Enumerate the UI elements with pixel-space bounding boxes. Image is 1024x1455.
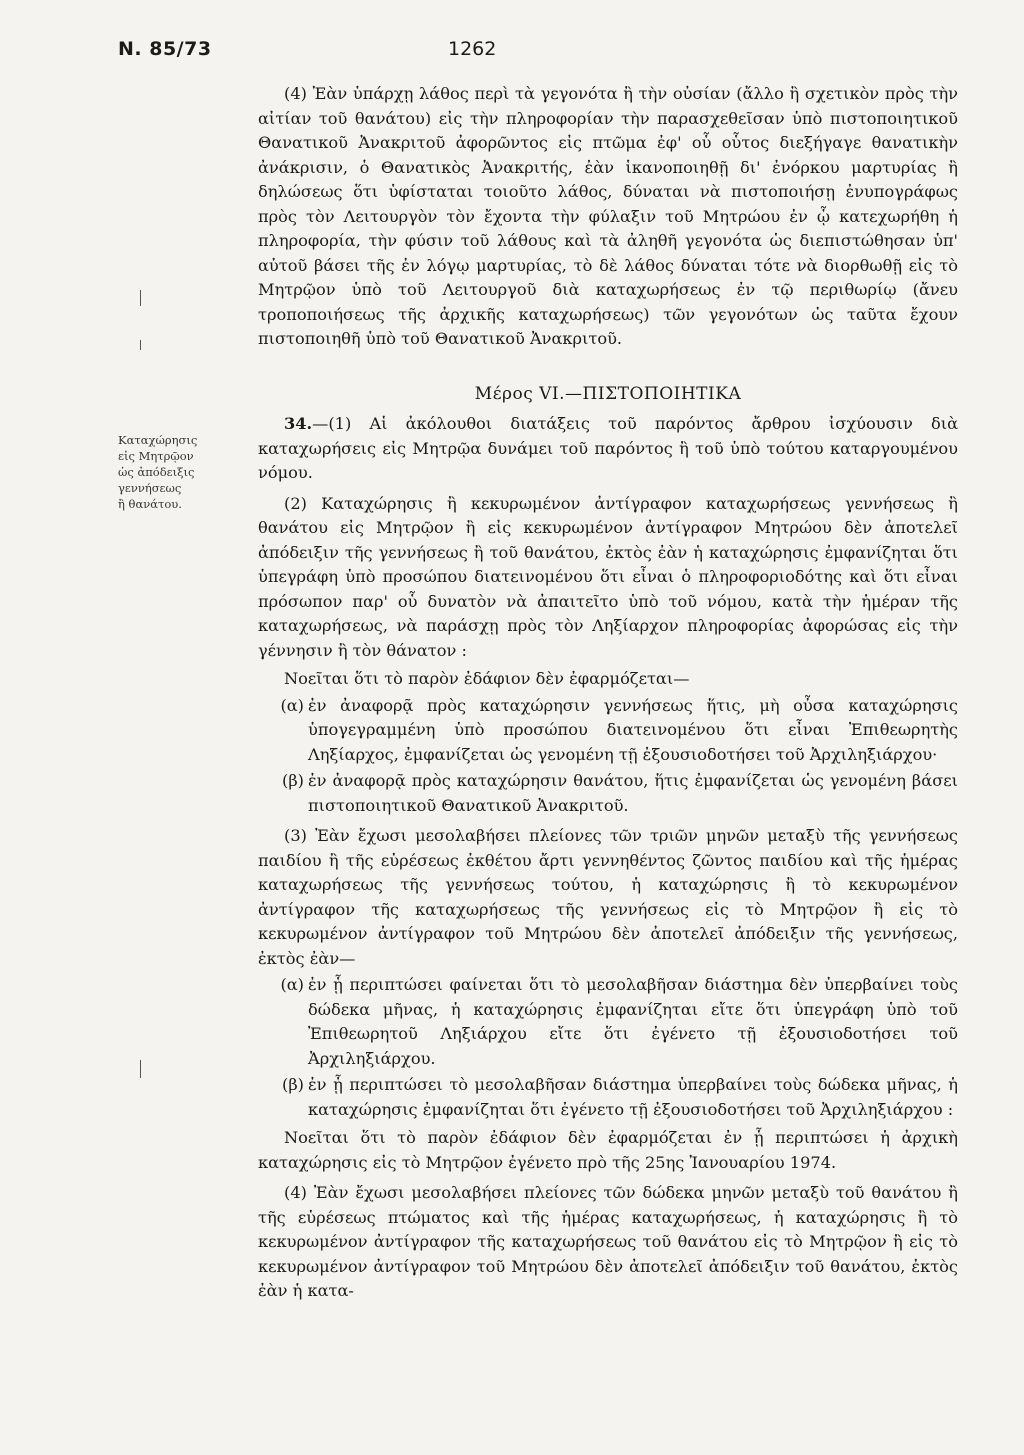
section-34-2-b — [258, 769, 958, 818]
section-number: 34. — [284, 414, 313, 433]
section-34-3-a — [258, 973, 958, 1071]
margin-note-line: Καταχώρησις — [118, 433, 198, 447]
margin-note — [118, 432, 238, 512]
part-heading: Μέρος VI.—ΠΙΣΤΟΠΟΙΗΤΙΚΑ — [474, 383, 742, 404]
item-label: (β) — [282, 771, 304, 790]
section-34-2: (2) Καταχώρησις ἢ κεκυρωμένον ἀντίγραφον καταχωρήσεως γεννήσεως ἢ θανάτου εἰς Μητρῷον ἢ εἰς κεκυρωμένον ἀντίγραφον Μητρώου δὲν ἀποτελεῖ ἀπόδειξιν τῆς γεννήσεως ἢ τοῦ θανάτου, ἐκτὸς ἐὰν ἡ καταχώρησις ἐμφανίζηται ὅτι ὑπεγράφη ὑπὸ προσώπου διατεινομένου ὅτι εἶναι ὁ πληροφοριοδότης καὶ ὅτι εἶναι πρόσωπον παρ' οὗ δυνατὸν νὰ ἀπαιτεῖτο ὑπὸ τοῦ νόμου, κατὰ τὴν ἡμέραν τῆς καταχωρήσεως, νὰ παράσχῃ πρὸς τὸν Ληξίαρχον πληροφορίας ἀφορώσας εἰς τὴν γέννησιν ἢ τὸν θάνατον : — [258, 493, 958, 660]
item-label: (α) — [280, 695, 304, 715]
margin-mark — [140, 340, 141, 350]
margin-note-line: ὡς ἀπόδειξις — [118, 465, 195, 479]
item-text: ἐν ᾗ περιπτώσει τὸ μεσολαβῆσαν διάστημα ὑπερβαίνει τοὺς δώδεκα μῆνας, ἡ καταχώρησις ἐμφανίζηται ὅτι ἐγένετο τῇ ἐξουσιοδοτήσει τοῦ Ἀρχιληξιάρχου : — [308, 1075, 958, 1119]
section-34-3-proviso: Νοεῖται ὅτι τὸ παρὸν ἐδάφιον δὲν ἐφαρμόζεται ἐν ᾗ περιπτώσει ἡ ἀρχικὴ καταχώρησις εἰς τὸ Μητρῷον ἐγένετο πρὸ τῆς 25ης Ἰανουαρίου 1974. — [258, 1128, 958, 1172]
section-34-2-a — [258, 694, 958, 768]
margin-note-line: ἢ θανάτου. — [118, 497, 182, 511]
section-34-3: (3) Ἐὰν ἔχωσι μεσολαβήσει πλείονες τῶν τριῶν μηνῶν μεταξὺ τῆς γεννήσεως παιδίου ἢ τῆς εὑρέσεως ἐκθέτου ἄρτι γεννηθέντος ζῶντος παιδίου καὶ τῆς ἡμέρας καταχωρήσεως τῆς γεννήσεως τούτου, ἡ καταχώρησις ἢ τὸ κεκυρωμένον ἀντίγραφον τῆς καταχωρήσεως τῆς γεννήσεως εἰς τὸ Μητρῷον ἢ εἰς τὸ κεκυρωμένον ἀντίγραφον τοῦ Μητρώου δὲν ἀποτελεῖ ἀπόδειξιν τῆς γεννήσεως, ἐκτὸς ἐὰν— — [258, 826, 958, 968]
section-34-1-text: —(1) Αἱ ἀκόλουθοι διατάξεις τοῦ παρόντος ἄρθρου ἰσχύουσιν διὰ καταχωρήσεις εἰς Μητρῷα δυνάμει τοῦ παρόντος ἢ τοῦ ὑπὸ τούτου καταργουμένου νόμου. — [258, 414, 958, 482]
margin-mark — [140, 1060, 141, 1078]
section-34-3-b — [258, 1073, 958, 1122]
paragraph-4-top: (4) Ἐὰν ὑπάρχῃ λάθος περὶ τὰ γεγονότα ἢ τὴν οὐσίαν (ἄλλο ἢ σχετικὸν πρὸς τὴν αἰτίαν τοῦ θανάτου) εἰς τὴν πληροφορίαν τὴν παρασχεθεῖσαν ὑπὸ πιστοποιητικοῦ Θανατικοῦ Ἀνακριτοῦ ἀφορῶντος εἰς πτῶμα ἐφ' οὗ οὗτος διεξήγαγε θανατικὴν ἀνάκρισιν, ὁ Θανατικὸς Ἀνακριτής, ἐὰν ἱκανοποιηθῇ δι' ἐνόρκου μαρτυρίας ἢ δηλώσεως ὅτι ὑφίσταται τοιοῦτο λάθος, δύναται νὰ πιστοποιήσῃ ἐνυπογράφως πρὸς τὸν Λειτουργὸν τὸν ἔχοντα τὴν φύλαξιν τοῦ Μητρώου ἐν ᾧ κατεχωρήθη ἡ πληροφορία, τὴν φύσιν τοῦ λάθους καὶ τὰ ἀληθῆ γεγονότα ὡς διεπιστώθησαν ὑπ' αὐτοῦ βάσει τῆς ἐν λόγῳ μαρτυρίας, τὸ δὲ λάθος δύναται τότε νὰ διορθωθῇ εἰς τὸ Μητρῷον ὑπὸ τοῦ Λειτουργοῦ διὰ καταχωρήσεως ἐν τῷ περιθωρίῳ (ἄνευ τροποποιήσεως τῆς ἀρχικῆς καταχωρήσεως) τῶν γεγονότων ὡς ταῦτα ἔχουν πιστοποιηθῆ ὑπὸ τοῦ Θανατικοῦ Ἀνακριτοῦ. — [258, 84, 958, 348]
section-34-2-proviso: Νοεῖται ὅτι τὸ παρὸν ἐδάφιον δὲν ἐφαρμόζεται— — [284, 669, 690, 688]
document-body — [258, 82, 958, 1304]
section-34-1 — [258, 412, 958, 486]
margin-note-line: εἰς Μητρῷον — [118, 449, 194, 463]
item-text: ἐν ἀναφορᾷ πρὸς καταχώρησιν γεννήσεως ἥτις, μὴ οὖσα καταχώρησις ὑπογεγραμμένη ὑπὸ προσώπου διατεινομένου ὅτι εἶναι Ἐπιθεωρητὴς Ληξίαρχος, ἐμφανίζεται ὡς γενομένη τῇ ἐξουσιοδοτήσει τοῦ Ἀρχιληξιάρχου· — [308, 695, 958, 764]
item-label: (β) — [282, 1075, 304, 1094]
margin-note-line: γεννήσεως — [118, 481, 182, 495]
item-text: ἐν ᾗ περιπτώσει φαίνεται ὅτι τὸ μεσολαβῆσαν διάστημα δὲν ὑπερβαίνει τοὺς δώδεκα μῆνας, ἡ καταχώρησις ἐμφανίζηται εἴτε ὅτι ὑπεγράφη ὑπὸ τοῦ Ἐπιθεωρητοῦ Ληξιάρχου εἴτε ὅτι ἐγένετο τῇ ἐξουσιοδοτήσει τοῦ Ἀρχιληξιάρχου. — [308, 975, 958, 1068]
page-number: 1262 — [448, 38, 497, 60]
item-text: ἐν ἀναφορᾷ πρὸς καταχώρησιν θανάτου, ἥτις ἐμφανίζεται ὡς γενομένη βάσει πιστοποιητικοῦ Θανατικοῦ Ἀνακριτοῦ. — [308, 771, 958, 815]
law-number: N. 85/73 — [118, 38, 212, 60]
item-label: (α) — [280, 975, 304, 994]
section-34-4: (4) Ἐὰν ἔχωσι μεσολαβήσει πλείονες τῶν δώδεκα μηνῶν μεταξὺ τοῦ θανάτου ἢ τῆς εὑρέσεως πτώματος καὶ τῆς ἡμέρας καταχωρήσεως, ἡ καταχώρησις ἢ τὸ κεκυρωμένον ἀντίγραφον τῆς καταχωρήσεως τοῦ θανάτου εἰς τὸ Μητρῷον ἢ εἰς τὸ κεκυρωμένον ἀντίγραφον τοῦ Μητρώου δὲν ἀποτελεῖ ἀπόδειξιν τοῦ θανάτου, ἐκτὸς ἐὰν ἡ κατα- — [258, 1183, 958, 1300]
margin-mark — [140, 290, 141, 306]
